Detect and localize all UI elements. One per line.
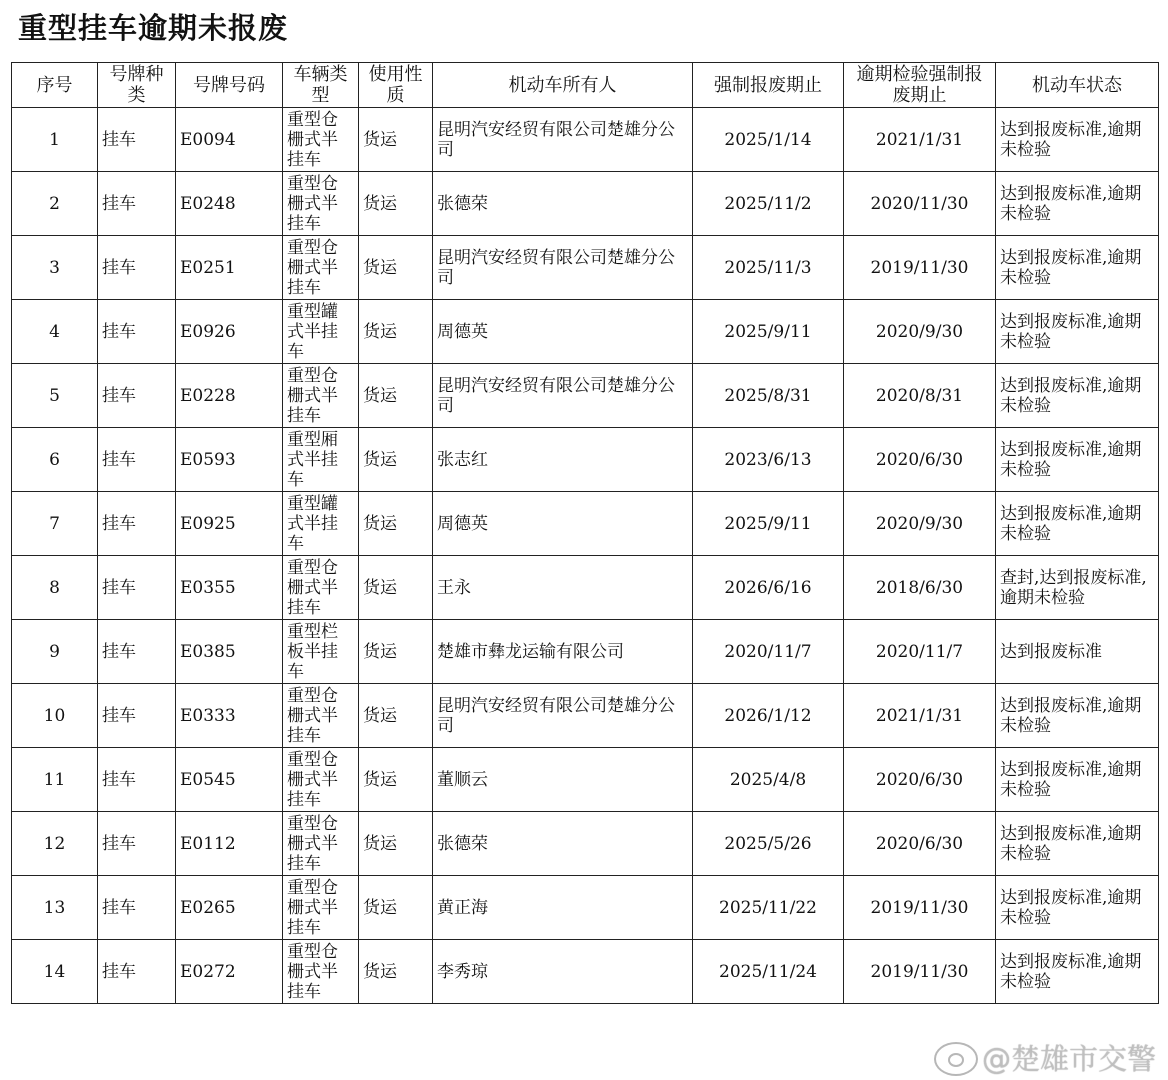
header-vehicle-type: 车辆类型 (283, 63, 359, 108)
cell-owner: 董顺云 (433, 748, 693, 812)
cell-scrap-deadline: 2025/11/2 (693, 172, 844, 236)
cell-index: 1 (12, 108, 98, 172)
vehicle-table (11, 62, 1159, 1004)
cell-plate-type: 挂车 (98, 876, 176, 940)
cell-usage: 货运 (359, 556, 433, 620)
cell-usage: 货运 (359, 684, 433, 748)
cell-plate-number: E0272 (176, 940, 283, 1004)
cell-index: 6 (12, 428, 98, 492)
cell-overdue-scrap-deadline: 2021/1/31 (844, 684, 996, 748)
cell-index: 10 (12, 684, 98, 748)
cell-overdue-scrap-deadline: 2020/11/7 (844, 620, 996, 684)
cell-vehicle-type: 重型厢式半挂车 (283, 428, 359, 492)
table-row (12, 748, 1159, 812)
cell-scrap-deadline: 2025/11/24 (693, 940, 844, 1004)
cell-status: 达到报废标准,逾期未检验 (996, 940, 1159, 1004)
cell-scrap-deadline: 2025/4/8 (693, 748, 844, 812)
cell-scrap-deadline: 2026/1/12 (693, 684, 844, 748)
cell-plate-type: 挂车 (98, 812, 176, 876)
cell-plate-number: E0248 (176, 172, 283, 236)
header-plate-number: 号牌号码 (176, 63, 283, 108)
cell-vehicle-type: 重型仓栅式半挂车 (283, 812, 359, 876)
cell-status: 达到报废标准,逾期未检验 (996, 300, 1159, 364)
cell-status: 达到报废标准,逾期未检验 (996, 236, 1159, 300)
cell-plate-number: E0333 (176, 684, 283, 748)
table-row (12, 620, 1159, 684)
cell-overdue-scrap-deadline: 2020/6/30 (844, 812, 996, 876)
cell-vehicle-type: 重型仓栅式半挂车 (283, 748, 359, 812)
cell-plate-type: 挂车 (98, 492, 176, 556)
cell-status: 达到报废标准,逾期未检验 (996, 492, 1159, 556)
cell-overdue-scrap-deadline: 2019/11/30 (844, 236, 996, 300)
cell-scrap-deadline: 2025/9/11 (693, 492, 844, 556)
cell-plate-number: E0094 (176, 108, 283, 172)
page-title: 重型挂车逾期未报废 (18, 11, 289, 45)
cell-owner: 张德荣 (433, 812, 693, 876)
cell-usage: 货运 (359, 364, 433, 428)
cell-plate-number: E0593 (176, 428, 283, 492)
cell-scrap-deadline: 2025/11/22 (693, 876, 844, 940)
header-scrap-deadline: 强制报废期止 (693, 63, 844, 108)
cell-plate-number: E0228 (176, 364, 283, 428)
table-row (12, 876, 1159, 940)
cell-usage: 货运 (359, 300, 433, 364)
cell-plate-type: 挂车 (98, 364, 176, 428)
cell-index: 3 (12, 236, 98, 300)
cell-plate-type: 挂车 (98, 620, 176, 684)
cell-status: 达到报废标准,逾期未检验 (996, 812, 1159, 876)
cell-usage: 货运 (359, 428, 433, 492)
cell-plate-type: 挂车 (98, 748, 176, 812)
cell-vehicle-type: 重型仓栅式半挂车 (283, 172, 359, 236)
cell-plate-type: 挂车 (98, 940, 176, 1004)
table-row (12, 300, 1159, 364)
header-plate-type: 号牌种类 (98, 63, 176, 108)
cell-index: 8 (12, 556, 98, 620)
table-row (12, 556, 1159, 620)
cell-index: 7 (12, 492, 98, 556)
cell-status: 达到报废标准 (996, 620, 1159, 684)
cell-vehicle-type: 重型罐式半挂车 (283, 492, 359, 556)
cell-index: 11 (12, 748, 98, 812)
cell-owner: 李秀琼 (433, 940, 693, 1004)
cell-plate-number: E0265 (176, 876, 283, 940)
cell-plate-type: 挂车 (98, 684, 176, 748)
cell-overdue-scrap-deadline: 2019/11/30 (844, 940, 996, 1004)
cell-usage: 货运 (359, 236, 433, 300)
table-row (12, 428, 1159, 492)
cell-index: 13 (12, 876, 98, 940)
cell-vehicle-type: 重型仓栅式半挂车 (283, 876, 359, 940)
cell-usage: 货运 (359, 172, 433, 236)
cell-scrap-deadline: 2025/1/14 (693, 108, 844, 172)
cell-scrap-deadline: 2026/6/16 (693, 556, 844, 620)
cell-scrap-deadline: 2025/9/11 (693, 300, 844, 364)
table-row (12, 364, 1159, 428)
cell-scrap-deadline: 2020/11/7 (693, 620, 844, 684)
table-row (12, 684, 1159, 748)
cell-plate-number: E0925 (176, 492, 283, 556)
cell-overdue-scrap-deadline: 2020/11/30 (844, 172, 996, 236)
cell-vehicle-type: 重型仓栅式半挂车 (283, 940, 359, 1004)
cell-vehicle-type: 重型仓栅式半挂车 (283, 236, 359, 300)
watermark-text: @楚雄市交警 (981, 1042, 1156, 1076)
cell-plate-type: 挂车 (98, 172, 176, 236)
table-row (12, 940, 1159, 1004)
cell-usage: 货运 (359, 748, 433, 812)
header-usage: 使用性质 (359, 63, 433, 108)
table-row (12, 492, 1159, 556)
cell-vehicle-type: 重型罐式半挂车 (283, 300, 359, 364)
cell-usage: 货运 (359, 620, 433, 684)
cell-overdue-scrap-deadline: 2020/9/30 (844, 492, 996, 556)
cell-owner: 楚雄市彝龙运输有限公司 (433, 620, 693, 684)
cell-vehicle-type: 重型仓栅式半挂车 (283, 364, 359, 428)
cell-owner: 昆明汽安经贸有限公司楚雄分公司 (433, 108, 693, 172)
cell-overdue-scrap-deadline: 2019/11/30 (844, 876, 996, 940)
cell-plate-number: E0112 (176, 812, 283, 876)
table-row (12, 812, 1159, 876)
watermark (934, 1042, 1156, 1076)
cell-plate-number: E0355 (176, 556, 283, 620)
cell-scrap-deadline: 2023/6/13 (693, 428, 844, 492)
cell-index: 5 (12, 364, 98, 428)
cell-status: 达到报废标准,逾期未检验 (996, 108, 1159, 172)
cell-plate-type: 挂车 (98, 236, 176, 300)
cell-status: 达到报废标准,逾期未检验 (996, 364, 1159, 428)
cell-plate-number: E0545 (176, 748, 283, 812)
cell-status: 达到报废标准,逾期未检验 (996, 172, 1159, 236)
cell-owner: 周德英 (433, 492, 693, 556)
cell-vehicle-type: 重型仓栅式半挂车 (283, 684, 359, 748)
cell-plate-type: 挂车 (98, 428, 176, 492)
cell-vehicle-type: 重型仓栅式半挂车 (283, 108, 359, 172)
cell-status: 达到报废标准,逾期未检验 (996, 748, 1159, 812)
cell-owner: 昆明汽安经贸有限公司楚雄分公司 (433, 684, 693, 748)
header-row (12, 63, 1159, 108)
cell-owner: 周德英 (433, 300, 693, 364)
cell-plate-number: E0251 (176, 236, 283, 300)
cell-owner: 张德荣 (433, 172, 693, 236)
cell-overdue-scrap-deadline: 2020/9/30 (844, 300, 996, 364)
cell-index: 9 (12, 620, 98, 684)
header-status: 机动车状态 (996, 63, 1159, 108)
cell-index: 4 (12, 300, 98, 364)
cell-index: 2 (12, 172, 98, 236)
cell-overdue-scrap-deadline: 2020/6/30 (844, 748, 996, 812)
cell-status: 查封,达到报废标准,逾期未检验 (996, 556, 1159, 620)
table-row (12, 236, 1159, 300)
cell-index: 14 (12, 940, 98, 1004)
cell-plate-number: E0385 (176, 620, 283, 684)
weibo-logo-icon (934, 1042, 978, 1076)
header-owner: 机动车所有人 (433, 63, 693, 108)
cell-plate-number: E0926 (176, 300, 283, 364)
cell-owner: 黄正海 (433, 876, 693, 940)
table-row (12, 108, 1159, 172)
cell-usage: 货运 (359, 492, 433, 556)
cell-vehicle-type: 重型仓栅式半挂车 (283, 556, 359, 620)
cell-vehicle-type: 重型栏板半挂车 (283, 620, 359, 684)
cell-status: 达到报废标准,逾期未检验 (996, 876, 1159, 940)
cell-owner: 昆明汽安经贸有限公司楚雄分公司 (433, 364, 693, 428)
cell-overdue-scrap-deadline: 2020/6/30 (844, 428, 996, 492)
cell-status: 达到报废标准,逾期未检验 (996, 684, 1159, 748)
cell-owner: 王永 (433, 556, 693, 620)
cell-usage: 货运 (359, 812, 433, 876)
cell-index: 12 (12, 812, 98, 876)
cell-scrap-deadline: 2025/11/3 (693, 236, 844, 300)
cell-usage: 货运 (359, 108, 433, 172)
cell-plate-type: 挂车 (98, 300, 176, 364)
cell-scrap-deadline: 2025/5/26 (693, 812, 844, 876)
cell-usage: 货运 (359, 876, 433, 940)
cell-plate-type: 挂车 (98, 556, 176, 620)
cell-overdue-scrap-deadline: 2021/1/31 (844, 108, 996, 172)
cell-owner: 张志红 (433, 428, 693, 492)
cell-usage: 货运 (359, 940, 433, 1004)
cell-plate-type: 挂车 (98, 108, 176, 172)
header-index: 序号 (12, 63, 98, 108)
cell-overdue-scrap-deadline: 2018/6/30 (844, 556, 996, 620)
table-row (12, 172, 1159, 236)
cell-owner: 昆明汽安经贸有限公司楚雄分公司 (433, 236, 693, 300)
header-overdue-scrap-deadline: 逾期检验强制报废期止 (844, 63, 996, 108)
cell-scrap-deadline: 2025/8/31 (693, 364, 844, 428)
cell-status: 达到报废标准,逾期未检验 (996, 428, 1159, 492)
cell-overdue-scrap-deadline: 2020/8/31 (844, 364, 996, 428)
